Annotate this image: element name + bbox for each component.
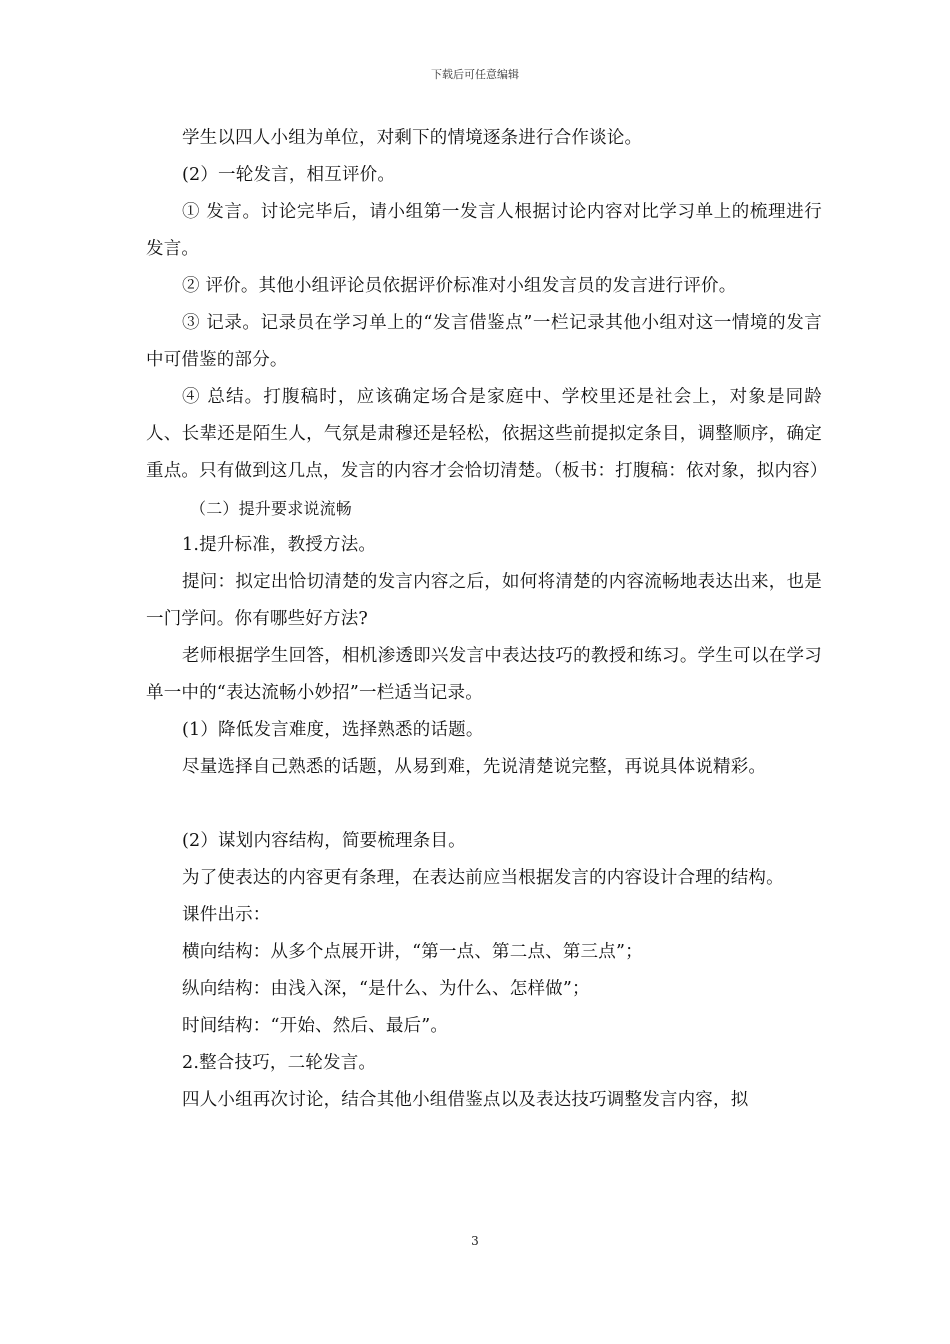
page-header: 下载后可任意编辑: [431, 68, 519, 81]
paragraph-round-one: (2）一轮发言，相互评价。: [182, 165, 396, 185]
paragraph-teacher: 老师根据学生回答，相机渗透即兴发言中表达技巧的教授和练习。学生可以在学习单一中的“表达流畅小妙招”一栏适当记录。: [146, 646, 822, 703]
page-number: 3: [471, 1234, 479, 1248]
paragraph-structure-reason: 为了使表达的内容更有条理，在表达前应当根据发言的内容设计合理的结构。: [182, 868, 784, 888]
section-heading-fluency: （二）提升要求说流畅: [190, 499, 353, 518]
paragraph-speak: ① 发言。讨论完毕后，请小组第一发言人根据讨论内容对比学习单上的梳理进行发言。: [146, 202, 822, 259]
document-body: [146, 120, 828, 1119]
paragraph-discuss-again: 四人小组再次讨论，结合其他小组借鉴点以及表达技巧调整发言内容，拟: [182, 1090, 749, 1110]
paragraph-plan-structure: (2）谋划内容结构，简要梳理条目。: [182, 831, 466, 851]
blank-line: [146, 786, 822, 823]
paragraph-lower-difficulty: (1）降低发言难度，选择熟悉的话题。: [182, 720, 484, 740]
paragraph-horizontal-structure: 横向结构：从多个点展开讲，“第一点、第二点、第三点”；: [182, 942, 643, 962]
paragraph-question: 提问：拟定出恰切清楚的发言内容之后，如何将清楚的内容流畅地表达出来，也是一门学问。你有哪些好方法?: [146, 572, 822, 629]
paragraph-group-work: 学生以四人小组为单位，对剩下的情境逐条进行合作谈论。: [182, 128, 643, 148]
paragraph-raise-standard: 1.提升标准，教授方法。: [182, 535, 377, 555]
paragraph-evaluate: ② 评价。其他小组评论员依据评价标准对小组发言员的发言进行评价。: [182, 276, 737, 296]
paragraph-integrate-skills: 2.整合技巧，二轮发言。: [182, 1053, 377, 1073]
paragraph-familiar-topic: 尽量选择自己熟悉的话题，从易到难，先说清楚说完整，再说具体说精彩。: [182, 757, 767, 777]
paragraph-record: ③ 记录。记录员在学习单上的“发言借鉴点”一栏记录其他小组对这一情境的发言中可借鉴的部分。: [146, 313, 822, 370]
paragraph-courseware: 课件出示：: [182, 905, 271, 925]
paragraph-time-structure: 时间结构：“开始、然后、最后”。: [182, 1016, 449, 1036]
paragraph-summary: ④ 总结。打腹稿时，应该确定场合是家庭中、学校里还是社会上，对象是同龄人、长辈还是陌生人，气氛是肃穆还是轻松，依据这些前提拟定条目，调整顺序，确定重点。只有做到这几点，发言的内容才会恰切清楚。（板书：打腹稿：依对象，拟内容）: [146, 387, 828, 481]
paragraph-vertical-structure: 纵向结构：由浅入深，“是什么、为什么、怎样做”；: [182, 979, 590, 999]
